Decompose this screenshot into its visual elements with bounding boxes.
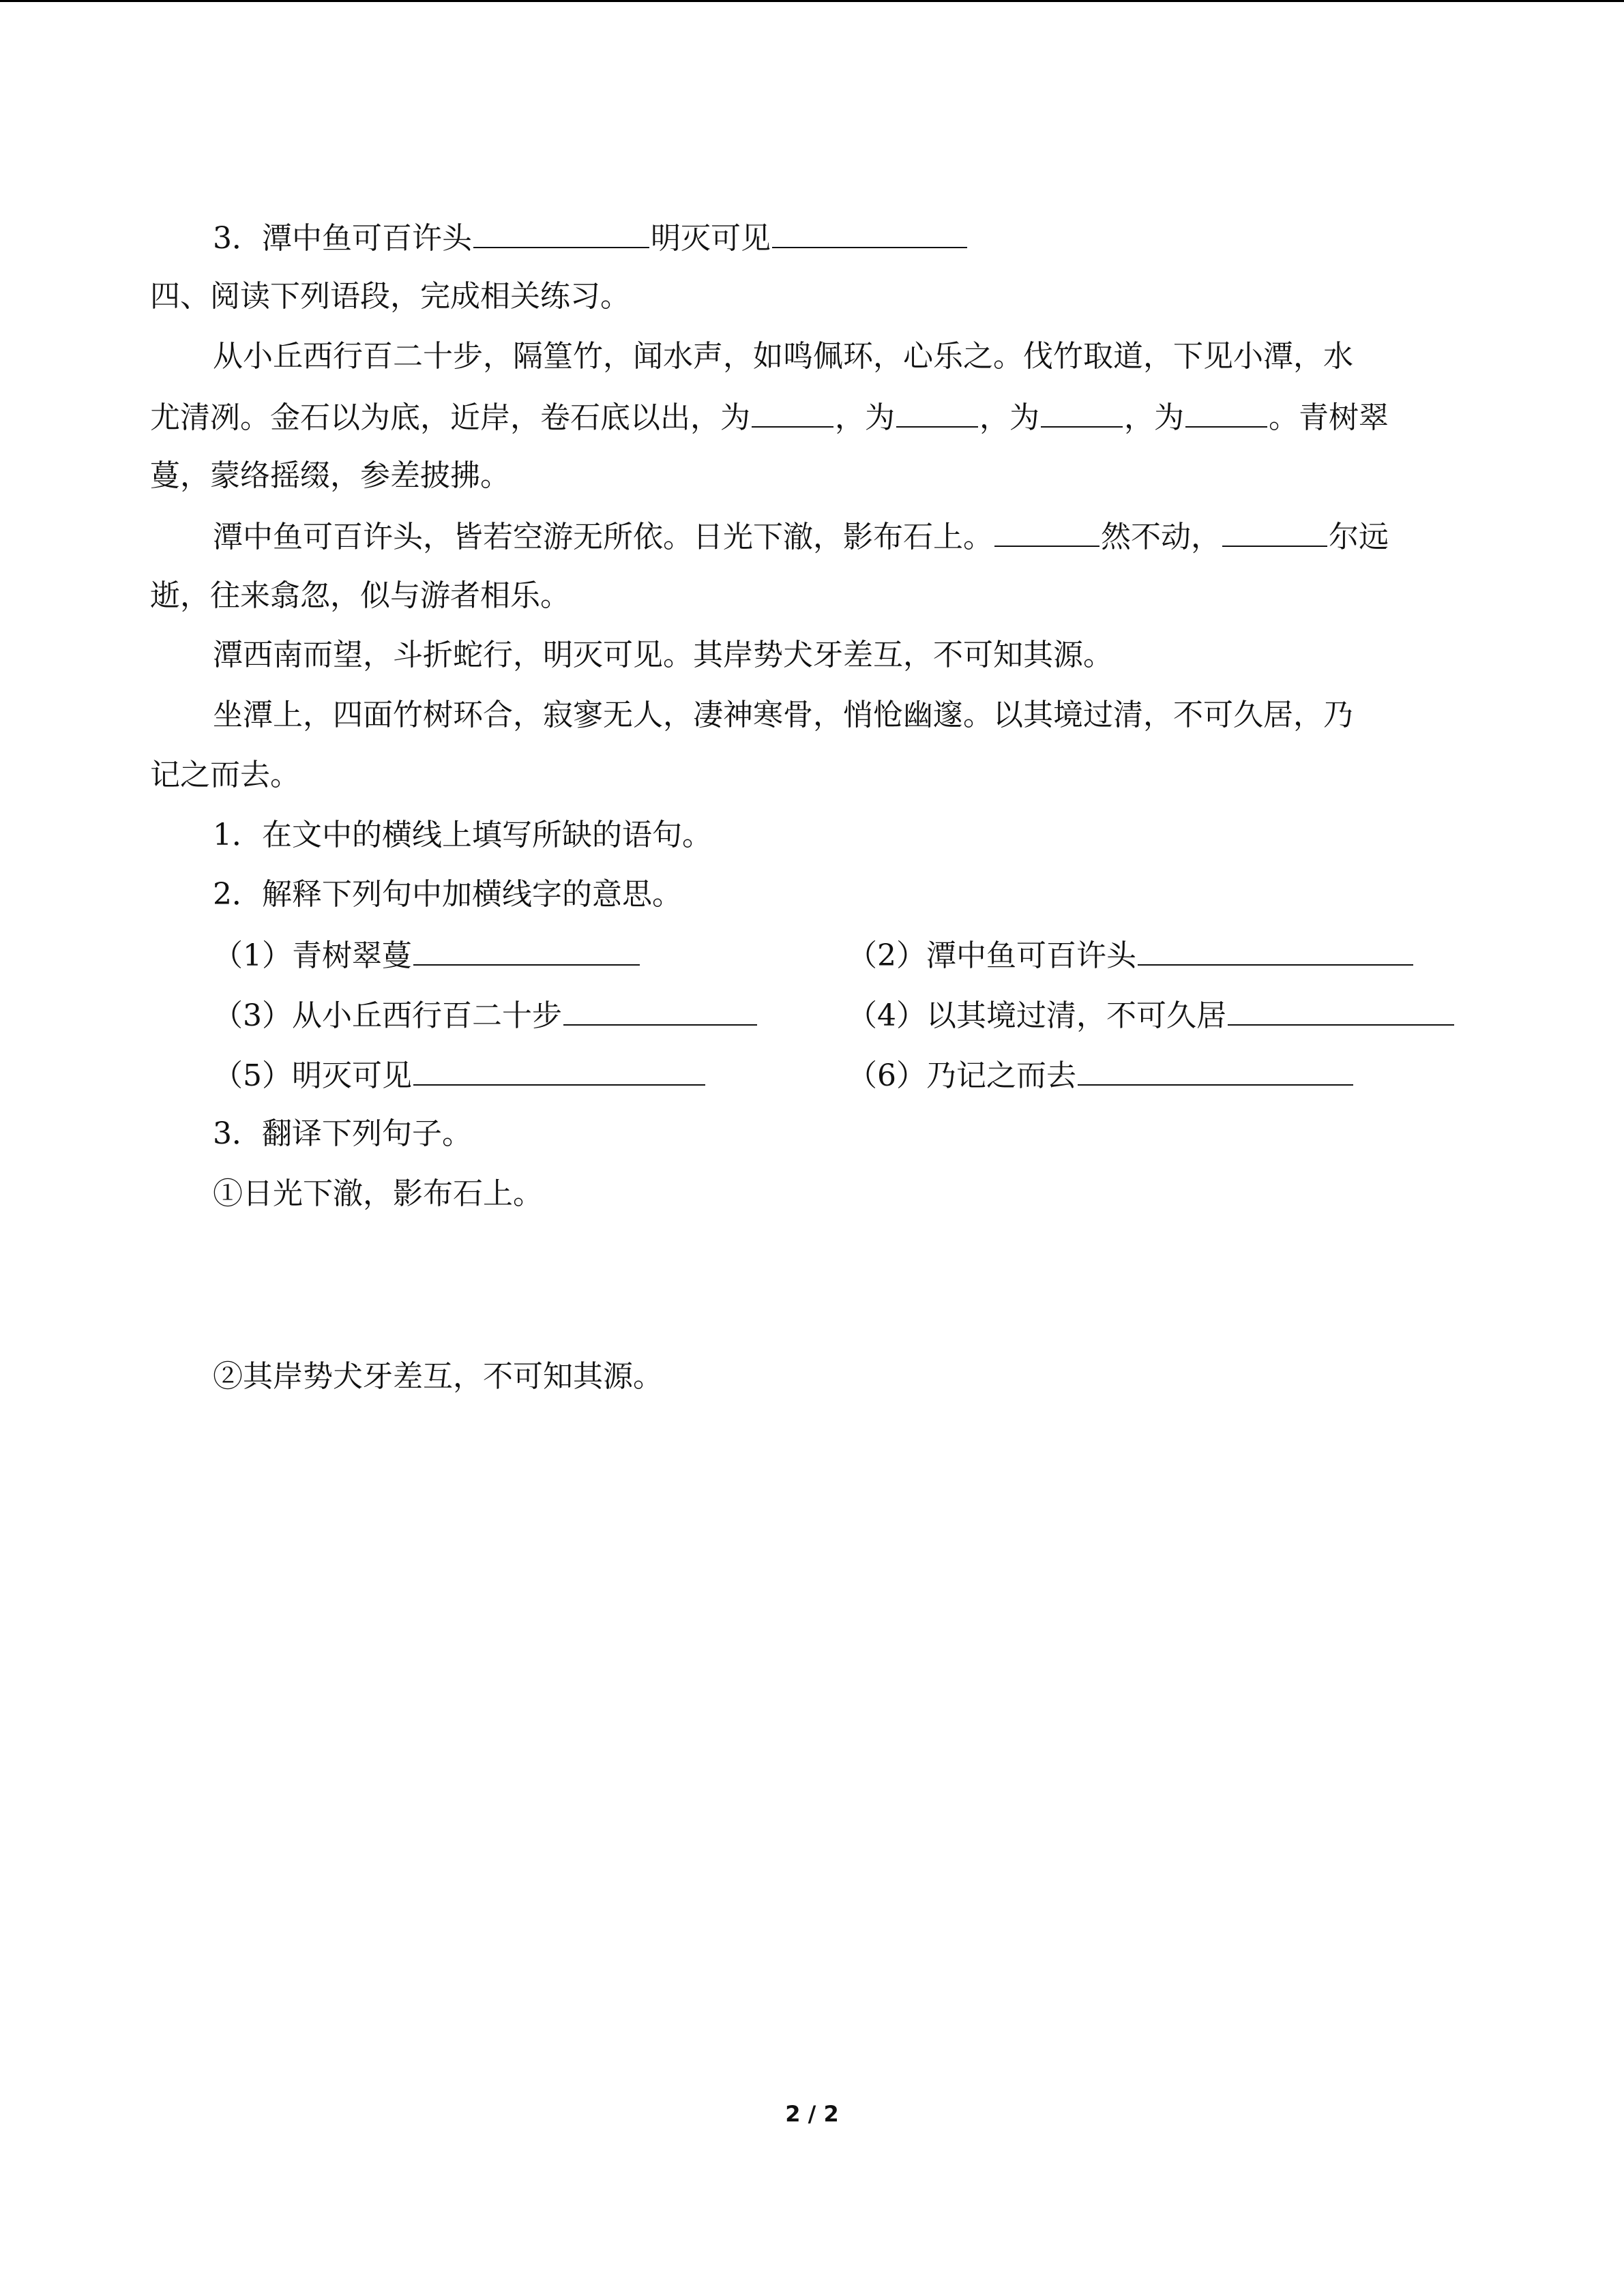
passage-p1-line1: 从小丘西行百二十步，隔篁竹，闻水声，如鸣佩环，心乐之。伐竹取道，下见小潭，水 [213,339,1353,374]
answer-blank[interactable] [473,217,649,248]
answer-blank[interactable] [1078,1054,1353,1086]
answer-blank[interactable] [994,516,1099,547]
question-1: 1．在文中的横线上填写所缺的语句。 [213,818,712,852]
question-3-mid-text: 明灭可见 [651,221,771,256]
page-number: 2 / 2 [785,2101,839,2127]
question-2-row-3 [150,1054,1543,1097]
passage-text: 潭中鱼可百许头，皆若空游无所依。日光下澈，影布石上。 [213,520,993,554]
question-3-sentence-1: ①日光下澈，影布石上。 [213,1176,543,1211]
question-2-item: （5）明灭可见 [213,1058,412,1093]
question-2-row-2 [150,994,1543,1037]
question-3: 3．翻译下列句子。 [213,1116,472,1151]
passage-text: ，为 [1124,400,1184,435]
passage-text: 尔远 [1329,520,1389,554]
question-3-sentence-2: ②其岸势犬牙差互，不可知其源。 [213,1359,663,1394]
passage-text: ，为 [835,400,895,435]
question-2: 2．解释下列句中加横线字的意思。 [213,877,682,912]
passage-p3-line1: 潭西南而望，斗折蛇行，明灭可见。其岸势犬牙差互，不可知其源。 [213,638,1113,672]
passage-p4-line1: 坐潭上，四面竹树环合，寂寥无人，凄神寒骨，悄怆幽邃。以其境过清，不可久居，乃 [213,698,1353,732]
section-4-title: 四、阅读下列语段，完成相关练习。 [150,279,630,314]
answer-blank[interactable] [1222,516,1327,547]
answer-blank[interactable] [1138,934,1413,966]
question-2-item-col2 [847,934,1415,976]
passage-text: 尤清冽。金石以为底，近岸，卷石底以出，为 [150,400,750,435]
passage-p1-line2 [150,396,1480,438]
question-2-row-1 [150,934,1543,976]
answer-blank[interactable] [413,1054,705,1086]
answer-blank[interactable] [772,217,967,248]
answer-blank[interactable] [563,994,757,1026]
passage-p2-line1 [150,516,1543,558]
answer-blank[interactable] [1185,396,1267,428]
passage-p4-line2: 记之而去。 [150,758,300,792]
passage-text: 然不动， [1101,520,1221,554]
question-2-item: （1）青树翠蔓 [213,938,412,973]
question-2-item: （3）从小丘西行百二十步 [213,998,562,1033]
question-3-fill-line [150,217,1543,259]
question-2-item: （4）以其境过清，不可久居 [847,998,1226,1033]
question-3-label: 3．潭中鱼可百许头 [213,221,472,256]
answer-blank[interactable] [896,396,978,428]
passage-text: ，为 [979,400,1039,435]
question-2-item: （6）乃记之而去 [847,1058,1076,1093]
answer-blank[interactable] [1041,396,1123,428]
answer-blank[interactable] [752,396,833,428]
passage-p1-line3: 蔓，蒙络摇缀，参差披拂。 [150,458,510,493]
passage-text: 。青树翠 [1269,400,1389,435]
question-2-item-col2 [847,1054,1355,1097]
answer-blank[interactable] [1228,994,1454,1026]
question-2-item: （2）潭中鱼可百许头 [847,938,1136,973]
page-top-border [0,0,1624,2]
question-2-item-col2 [847,994,1456,1037]
passage-p2-line2: 逝，往来翕忽，似与游者相乐。 [150,578,570,613]
answer-blank[interactable] [413,934,640,966]
